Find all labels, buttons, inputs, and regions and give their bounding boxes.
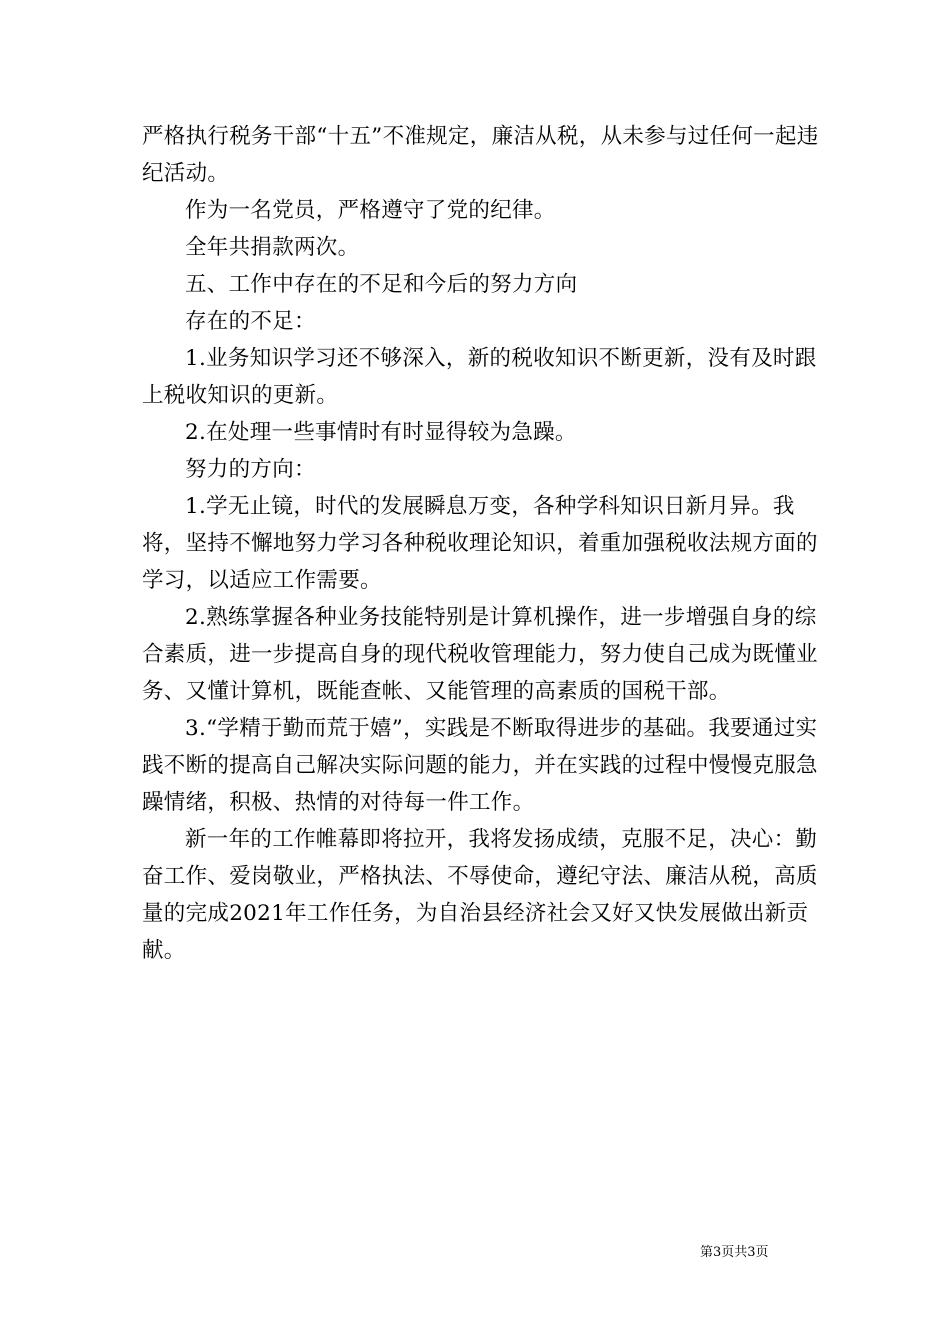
page-number-footer: 第3页共3页 xyxy=(700,1245,769,1260)
direction-item-1: 1.学无止镜，时代的发展瞬息万变，各种学科知识日新月异。我将，坚持不懈地努力学习各种税收理论知识，着重加强税收法规方面的学习，以适应工作需要。 xyxy=(142,494,818,593)
shortcoming-item-1: 1.业务知识学习还不够深入，新的税收知识不断更新，没有及时跟上税收知识的更新。 xyxy=(142,346,817,408)
closing-paragraph: 新一年的工作帷幕即将拉开，我将发扬成绩，克服不足，决心：勤奋工作、爱岗敬业，严格执法、不辱使命，遵纪守法、廉洁从税，高质量的完成2021年工作任务，为自治县经济社会又好又快发展做出新贡献。 xyxy=(142,827,818,963)
subheading-direction: 努力的方向： xyxy=(185,457,316,482)
subheading-shortcomings: 存在的不足： xyxy=(185,309,316,334)
paragraph-party-discipline: 作为一名党员，严格遵守了党的纪律。 xyxy=(185,198,556,223)
direction-item-2: 2.熟练掌握各种业务技能特别是计算机操作，进一步增强自身的综合素质，进一步提高自身的现代税收管理能力，努力使自己成为既懂业务、又懂计算机，既能查帐、又能管理的高素质的国税干部。 xyxy=(142,605,818,704)
direction-item-3: 3.“学精于勤而荒于嬉”，实践是不断取得进步的基础。我要通过实践不断的提高自己解决实际问题的能力，并在实践的过程中慢慢克服急躁情绪，积极、热情的对待每一件工作。 xyxy=(142,716,818,815)
paragraph-continuation: 严格执行税务干部“十五”不准规定，廉洁从税，从未参与过任何一起违纪活动。 xyxy=(142,124,819,186)
document-body xyxy=(142,118,832,969)
paragraph-donations: 全年共捐款两次。 xyxy=(185,235,360,260)
section-heading-shortcomings: 五、工作中存在的不足和今后的努力方向 xyxy=(185,272,578,297)
shortcoming-item-2: 2.在处理一些事情时有时显得较为急躁。 xyxy=(185,420,577,445)
